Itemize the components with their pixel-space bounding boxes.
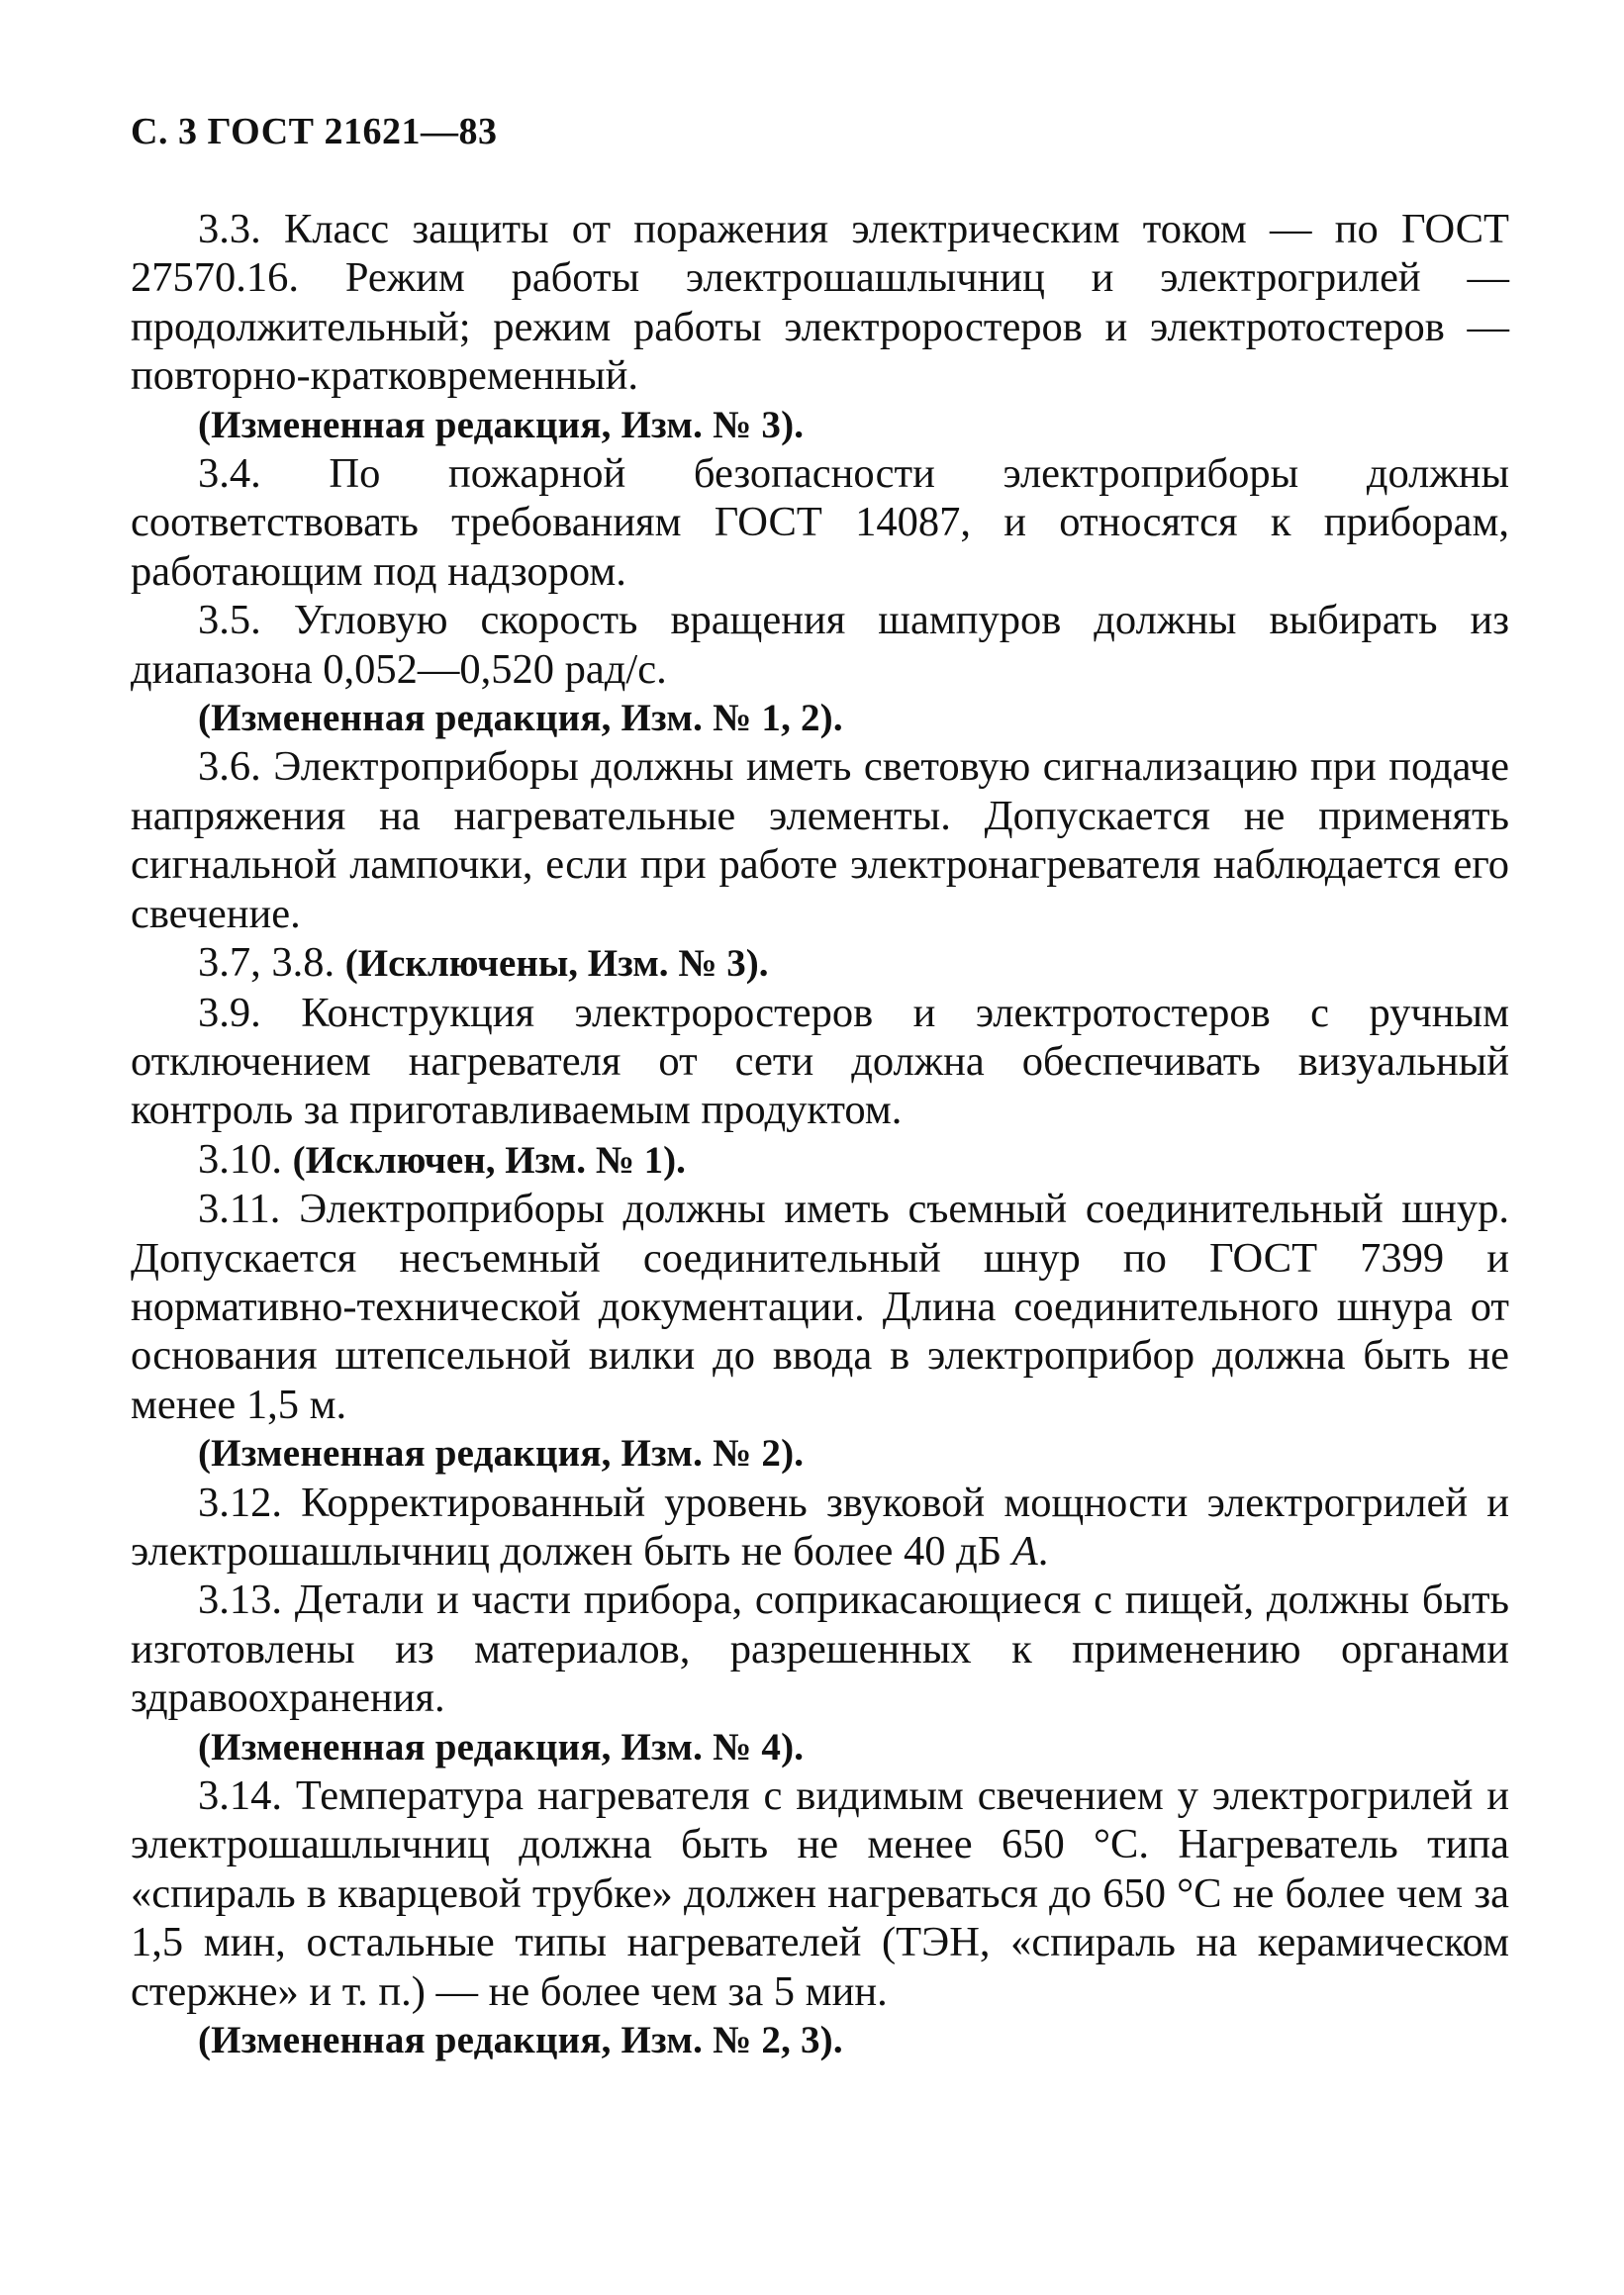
amendment-note: (Измененная редакция, Изм. № 2). (198, 1432, 805, 1476)
amendment-note: (Измененная редакция, Изм. № 4). (198, 1725, 805, 1769)
paragraph-tail: . (1037, 1527, 1049, 1575)
amendment-note: (Измененная редакция, Изм. № 3). (198, 403, 805, 446)
paragraph-number: 3.10. (198, 1135, 282, 1183)
paragraph-3-9: 3.9. Конструкция электроростеров и электротостеров с ручным отключением нагревателя от сети должна обеспечивать визуальный контроль за приготавливаемым продуктом. (131, 989, 1509, 1134)
paragraph-3-5: 3.5. Угловую скорость вращения шампуров должны выбирать из диапазона 0,052—0,520 рад/с. (131, 597, 1509, 693)
paragraph-3-6: 3.6. Электроприборы должны иметь световую сигнализацию при подаче напряжения на нагревательные элементы. Допускается не применять сигнальной лампочки, если при работе электронагревателя наблюдается его свечение. (131, 743, 1509, 937)
paragraph-3-11: 3.11. Электроприборы должны иметь съемный соединительный шнур. Допускается несъемный соединительный шнур по ГОСТ 7399 и нормативно-технической документации. Длина соединительного шнура от основания штепсельной вилки до ввода в электроприбор должна быть не менее 1,5 м. (131, 1186, 1509, 1428)
paragraph-3-10 (131, 1135, 1509, 1185)
excluded-note: (Исключен, Изм. № 1). (292, 1138, 686, 1182)
paragraph-3-4: 3.4. По пожарной безопасности электроприборы должны соответствовать требованиям ГОСТ 14087, и относятся к приборам, работающим под надзором. (131, 450, 1509, 595)
excluded-note: (Исключены, Изм. № 3). (344, 942, 769, 986)
paragraph-number: 3.7, 3.8. (198, 939, 335, 987)
page-header: С. 3 ГОСТ 21621—83 (131, 111, 498, 152)
paragraph-3-14: 3.14. Температура нагревателя с видимым свечением у электрогрилей и электрошашлычниц должна быть не менее 650 °С. Нагреватель типа «спираль в кварцевой трубке» должен нагреваться до 650 °С не более чем за 1,5 мин, остальные типы нагревателей (ТЭН, «спираль на керамическом стержне» и т. п.) — не более чем за 5 мин. (131, 1772, 1509, 2015)
unit-italic: A (1011, 1527, 1038, 1575)
amendment-note: (Измененная редакция, Изм. № 2, 3). (198, 2019, 843, 2062)
paragraph-3-12 (131, 1479, 1509, 1577)
paragraph-3-13: 3.13. Детали и части прибора, соприкасающиеся с пищей, должны быть изготовлены из материалов, разрешенных к применению органами здравоохранения. (131, 1577, 1509, 1722)
document-body (131, 205, 1509, 2064)
paragraph-3-7-3-8 (131, 938, 1509, 988)
amendment-note: (Измененная редакция, Изм. № 1, 2). (198, 697, 843, 740)
paragraph-text: 3.12. Корректированный уровень звуковой мощности электрогрилей и электрошашлычниц должен быть не более 40 дБ (131, 1479, 1509, 1575)
paragraph-3-3: 3.3. Класс защиты от поражения электрическим током — по ГОСТ 27570.16. Режим работы электрошашлычниц и электрогрилей — продолжительный; режим работы электроростеров и электротостеров — повторно-кратковременный. (131, 206, 1509, 400)
